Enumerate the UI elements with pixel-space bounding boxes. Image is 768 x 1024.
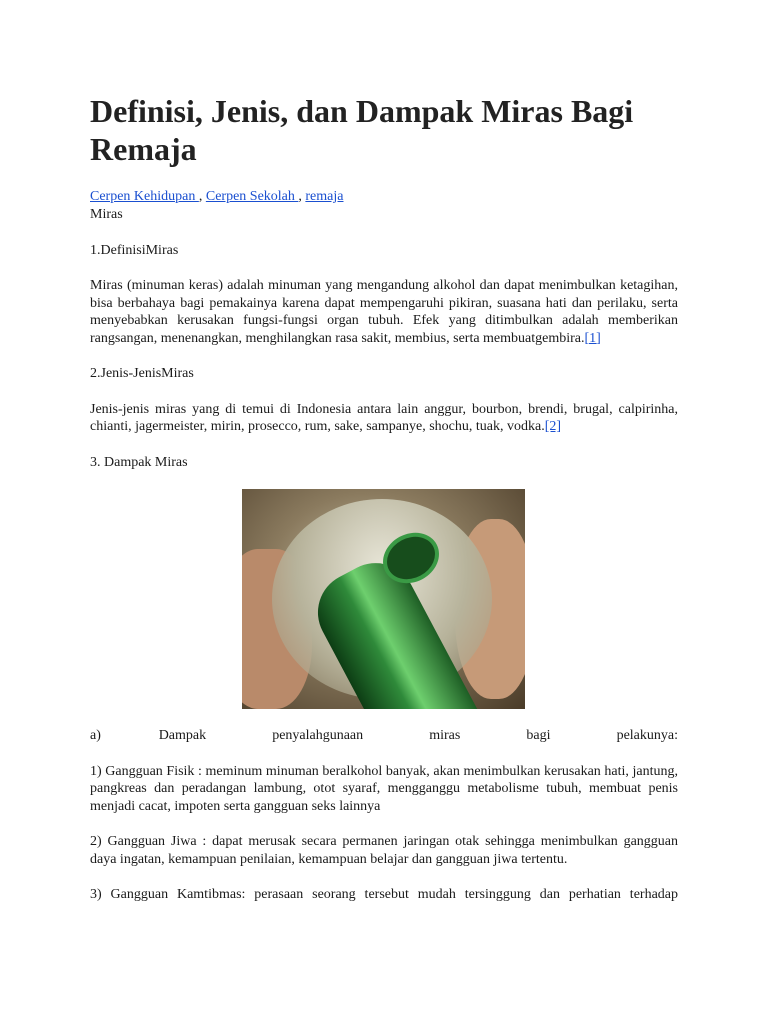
label-link-remaja[interactable]: remaja: [305, 189, 344, 204]
subtitle: Miras: [90, 207, 123, 222]
section-3-point-2: 2) Gangguan Jiwa : dapat merusak secara permanen jaringan otak sehingga menimbulkan gangguan daya ingatan, kemampuan penilaian, kemampuan belajar dan gangguan jiwa tertentu.: [90, 834, 678, 867]
section-2-heading: 2.Jenis-JenisMiras: [90, 366, 194, 381]
label-link-cerpen-kehidupan[interactable]: Cerpen Kehidupan: [90, 189, 199, 204]
section-3-heading: 3. Dampak Miras: [90, 454, 188, 470]
bottle-photo: [242, 489, 525, 709]
section-3-point-1: 1) Gangguan Fisik : meminum minuman beralkohol banyak, akan menimbulkan kerusakan hati, jantung, pangkreas dan peradangan lambung, otot syaraf, mengganggu metabolisme tubuh, membuat penis menjadi cacat, impoten serta gangguan seks lainnya: [90, 763, 678, 814]
section-2-text: Jenis-jenis miras yang di temui di Indonesia antara lain anggur, bourbon, brendi, brugal, calpirinha, chianti, jagermeister, mirin, prosecco, rum, sake, sampanye, shochu, tuak, vodka.: [90, 401, 678, 434]
page-title: Definisi, Jenis, dan Dampak Miras Bagi Remaja: [90, 93, 634, 167]
footnote-ref-1[interactable]: [1]: [584, 330, 601, 346]
section-2-body: [90, 401, 678, 436]
section-1-text: Miras (minuman keras) adalah minuman yang mengandung alkohol dan dapat menimbulkan ketagihan, bisa berbahaya bagi pemakainya karena dapat mempengaruhi pikiran, suasana hati dan perilaku, serta menyebabkan kerusakan fungsi-fungsi organ tubuh. Efek yang ditimbulkan adalah memberikan rangsangan, menenangkan, menghilangkan rasa sakit, membius, serta membuatgembira.: [90, 278, 678, 346]
article: [90, 92, 678, 904]
footnote-ref-2[interactable]: [2]: [544, 419, 562, 434]
label-links: Cerpen Kehidupan , Cerpen Sekolah , remaja: [90, 189, 344, 204]
section-1-heading: 1.DefinisiMiras: [90, 242, 179, 258]
label-link-cerpen-sekolah[interactable]: Cerpen Sekolah: [205, 189, 299, 204]
section-3-point-3: 3) Gangguan Kamtibmas: perasaan seorang tersebut mudah tersinggung dan perhatian terhadap: [90, 887, 678, 902]
section-1-body: [90, 277, 678, 347]
section-3-sub-a: a) Dampak penyalahgunaan miras bagi pelakunya:: [90, 728, 678, 743]
